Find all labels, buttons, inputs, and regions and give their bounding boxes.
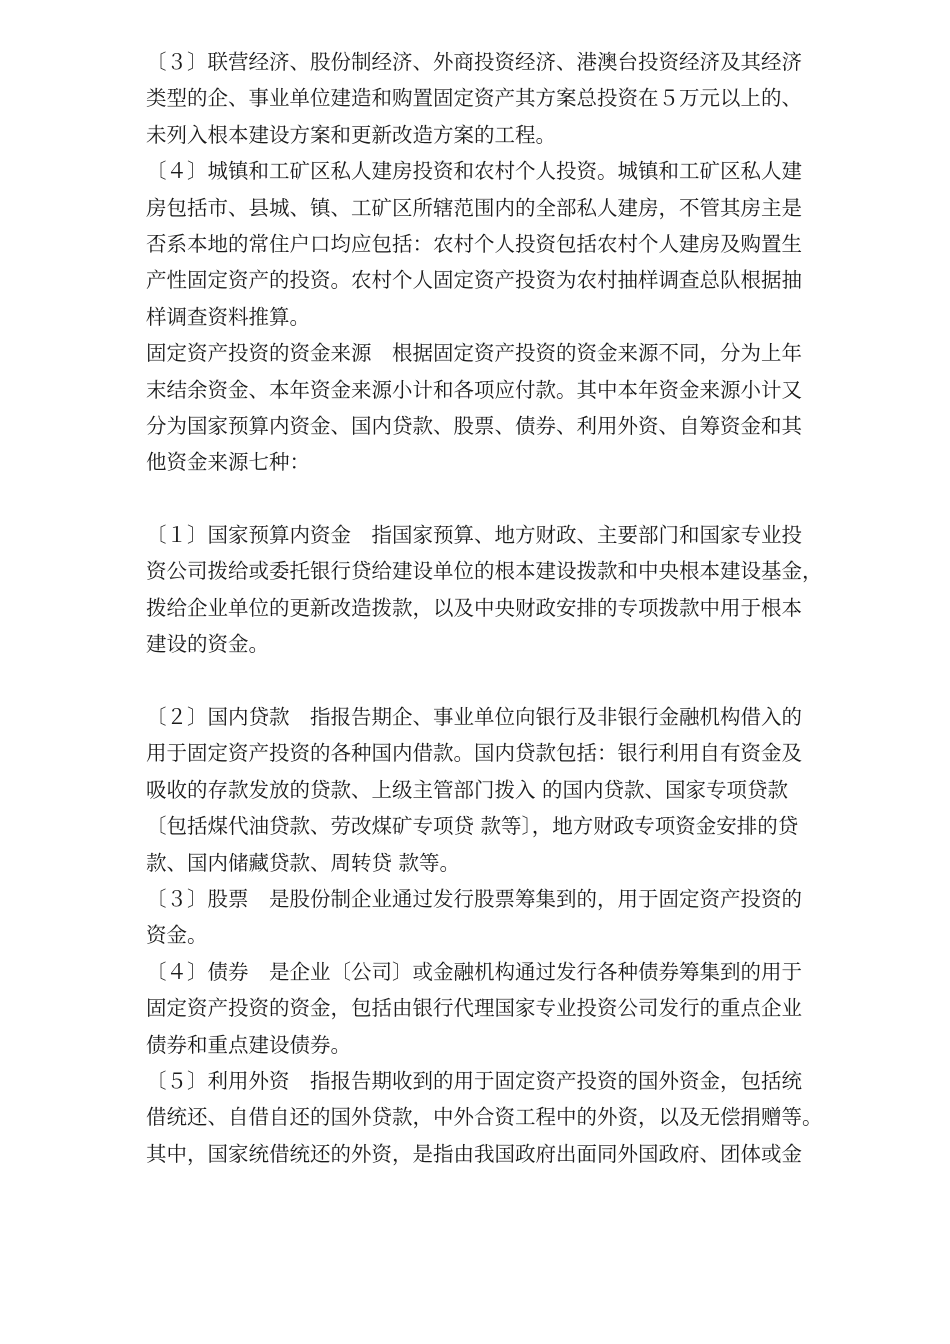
text-line: 〔１〕国家预算内资金 指国家预算、地方财政、主要部门和国家专业投 <box>146 523 802 548</box>
text-line: 固定资产投资的资金，包括由银行代理国家专业投资公司发行的重点企业 <box>146 996 802 1021</box>
text-line: 产性固定资产的投资。农村个人固定资产投资为农村抽样调查总队根据抽 <box>146 268 802 293</box>
text-line: 〔２〕国内贷款 指报告期企、事业单位向银行及非银行金融机构借入的 <box>146 705 802 730</box>
text-line: 〔３〕股票 是股份制企业通过发行股票筹集到的，用于固定资产投资的 <box>146 886 802 911</box>
blank-line <box>146 663 876 699</box>
text-line: 建设的资金。 <box>146 632 269 657</box>
text-line: 样调查资料推算。 <box>146 304 310 329</box>
text-line: 拨给企业单位的更新改造拨款，以及中央财政安排的专项拨款中用于根本 <box>146 595 802 620</box>
text-line: 资金。 <box>146 923 208 948</box>
text-line: 用于固定资产投资的各种国内借款。国内贷款包括：银行利用自有资金及 <box>146 741 802 766</box>
text-line: 款、国内储藏贷款、周转贷 款等。 <box>146 850 461 875</box>
text-line: 资公司拨给或委托银行贷给建设单位的根本建设拨款和中央根本建设基金， <box>146 559 823 584</box>
text-line: 类型的企、事业单位建造和购置固定资产其方案总投资在５万元以上的、 <box>146 86 802 111</box>
text-line: 固定资产投资的资金来源 根据固定资产投资的资金来源不同，分为上年 <box>146 341 802 366</box>
text-line: 〔３〕联营经济、股份制经济、外商投资经济、港澳台投资经济及其经济 <box>146 50 802 74</box>
text-line: 其中，国家统借统还的外资，是指由我国政府出面同外国政府、团体或金 <box>146 1141 802 1166</box>
document-body <box>146 44 876 1172</box>
text-line: 未列入根本建设方案和更新改造方案的工程。 <box>146 122 556 147</box>
text-line: 〔包括煤代油贷款、劳改煤矿专项贷 款等〕，地方财政专项资金安排的贷 <box>146 814 799 839</box>
text-line: 末结余资金、本年资金来源小计和各项应付款。其中本年资金来源小计又 <box>146 377 802 402</box>
text-line: 分为国家预算内资金、国内贷款、股票、债券、利用外资、自筹资金和其 <box>146 413 802 438</box>
blank-line <box>146 481 876 517</box>
text-line: 〔５〕利用外资 指报告期收到的用于固定资产投资的国外资金，包括统 <box>146 1068 802 1093</box>
text-line: 否系本地的常住户口均应包括：农村个人投资包括农村个人建房及购置生 <box>146 231 802 256</box>
text-line: 债券和重点建设债券。 <box>146 1032 351 1057</box>
text-line: 房包括市、县城、镇、工矿区所辖范围内的全部私人建房，不管其房主是 <box>146 195 802 220</box>
text-line: 〔４〕城镇和工矿区私人建房投资和农村个人投资。城镇和工矿区私人建 <box>146 159 802 184</box>
text-line: 吸收的存款发放的贷款、上级主管部门拨入 的国内贷款、国家专项贷款 <box>146 777 789 802</box>
text-line: 借统还、自借自还的国外贷款，中外合资工程中的外资，以及无偿捐赠等。 <box>146 1105 823 1130</box>
text-line: 他资金来源七种： <box>146 450 310 475</box>
text-line: 〔４〕债券 是企业〔公司〕或金融机构通过发行各种债券筹集到的用于 <box>146 959 802 984</box>
